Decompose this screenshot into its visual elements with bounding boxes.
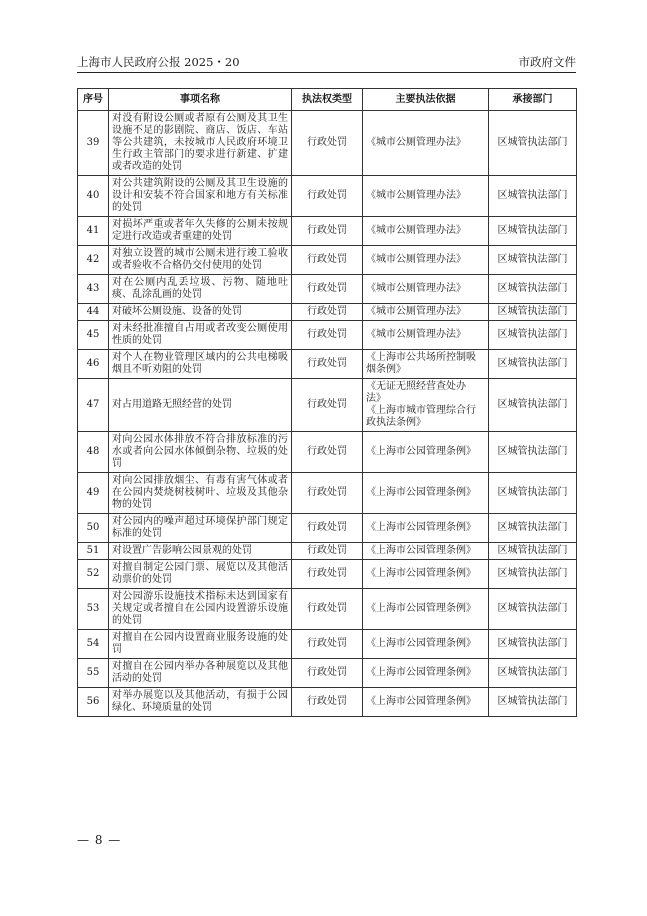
table-row xyxy=(78,111,577,176)
row-legal-basis: 《上海市公园管理条例》 xyxy=(363,560,489,589)
table-body xyxy=(78,111,577,717)
row-department: 区城管执法部门 xyxy=(489,379,577,432)
row-item-name: 对举办展览以及其他活动，有损于公园绿化、环境质量的处罚 xyxy=(109,688,292,717)
column-header-basis: 主要执法依据 xyxy=(363,89,489,111)
row-legal-basis: 《上海市公园管理条例》 xyxy=(363,589,489,630)
row-enforcement-type: 行政处罚 xyxy=(292,688,363,717)
table-row xyxy=(78,630,577,659)
row-department: 区城管执法部门 xyxy=(489,514,577,543)
row-legal-basis: 《城市公厕管理办法》 xyxy=(363,246,489,275)
row-department: 区城管执法部门 xyxy=(489,304,577,321)
row-legal-basis: 《城市公厕管理办法》 xyxy=(363,304,489,321)
row-enforcement-type: 行政处罚 xyxy=(292,432,363,473)
row-department: 区城管执法部门 xyxy=(489,630,577,659)
table-row xyxy=(78,688,577,717)
row-item-name: 对破坏公厕设施、设备的处罚 xyxy=(109,304,292,321)
row-legal-basis: 《上海市公共场所控制吸烟条例》 xyxy=(363,350,489,379)
row-number: 43 xyxy=(78,275,109,304)
row-item-name: 对独立设置的城市公厕未进行竣工验收或者验收不合格仍交付使用的处罚 xyxy=(109,246,292,275)
row-department: 区城管执法部门 xyxy=(489,432,577,473)
table-row xyxy=(78,304,577,321)
row-enforcement-type: 行政处罚 xyxy=(292,543,363,560)
row-number: 47 xyxy=(78,379,109,432)
row-item-name: 对公共建筑附设的公厕及其卫生设施的设计和安装不符合国家和地方有关标准的处罚 xyxy=(109,176,292,217)
row-legal-basis: 《上海市公园管理条例》 xyxy=(363,514,489,543)
row-number: 45 xyxy=(78,321,109,350)
row-department: 区城管执法部门 xyxy=(489,473,577,514)
row-enforcement-type: 行政处罚 xyxy=(292,246,363,275)
table-row xyxy=(78,379,577,432)
row-number: 56 xyxy=(78,688,109,717)
row-department: 区城管执法部门 xyxy=(489,217,577,246)
row-number: 42 xyxy=(78,246,109,275)
row-department: 区城管执法部门 xyxy=(489,176,577,217)
row-number: 44 xyxy=(78,304,109,321)
table-row xyxy=(78,543,577,560)
row-number: 48 xyxy=(78,432,109,473)
row-legal-basis: 《上海市公园管理条例》 xyxy=(363,432,489,473)
row-item-name: 对公园游乐设施技术指标未达到国家有关规定或者擅自在公园内设置游乐设施的处罚 xyxy=(109,589,292,630)
row-legal-basis: 《城市公厕管理办法》 xyxy=(363,111,489,176)
row-number: 55 xyxy=(78,659,109,688)
table-row xyxy=(78,321,577,350)
row-item-name: 对设置广告影响公园景观的处罚 xyxy=(109,543,292,560)
row-enforcement-type: 行政处罚 xyxy=(292,217,363,246)
table-row xyxy=(78,350,577,379)
row-enforcement-type: 行政处罚 xyxy=(292,275,363,304)
row-legal-basis: 《上海市公园管理条例》 xyxy=(363,630,489,659)
section-title: 市政府文件 xyxy=(518,55,576,69)
table-row xyxy=(78,432,577,473)
gazette-title: 上海市人民政府公报 2025・20 xyxy=(77,55,240,69)
table-row xyxy=(78,473,577,514)
row-enforcement-type: 行政处罚 xyxy=(292,350,363,379)
page-header xyxy=(77,52,576,73)
row-department: 区城管执法部门 xyxy=(489,659,577,688)
table-row xyxy=(78,514,577,543)
row-number: 41 xyxy=(78,217,109,246)
row-legal-basis: 《上海市公园管理条例》 xyxy=(363,688,489,717)
row-number: 50 xyxy=(78,514,109,543)
row-legal-basis: 《无证无照经营查处办法》 《上海市城市管理综合行政执法条例》 xyxy=(363,379,489,432)
column-header-type: 执法权类型 xyxy=(292,89,363,111)
row-department: 区城管执法部门 xyxy=(489,321,577,350)
row-item-name: 对占用道路无照经营的处罚 xyxy=(109,379,292,432)
table-row xyxy=(78,589,577,630)
row-department: 区城管执法部门 xyxy=(489,589,577,630)
row-legal-basis: 《上海市公园管理条例》 xyxy=(363,473,489,514)
row-department: 区城管执法部门 xyxy=(489,543,577,560)
row-department: 区城管执法部门 xyxy=(489,246,577,275)
column-header-number: 序号 xyxy=(78,89,109,111)
row-item-name: 对擅自在公园内举办各种展览以及其他活动的处罚 xyxy=(109,659,292,688)
table-row xyxy=(78,217,577,246)
column-header-dept: 承接部门 xyxy=(489,89,577,111)
row-legal-basis: 《上海市公园管理条例》 xyxy=(363,659,489,688)
table-row xyxy=(78,659,577,688)
row-enforcement-type: 行政处罚 xyxy=(292,560,363,589)
row-department: 区城管执法部门 xyxy=(489,560,577,589)
enforcement-table xyxy=(77,88,577,717)
table-row xyxy=(78,275,577,304)
row-enforcement-type: 行政处罚 xyxy=(292,630,363,659)
row-legal-basis: 《城市公厕管理办法》 xyxy=(363,217,489,246)
table-header-row xyxy=(78,89,577,111)
row-item-name: 对向公园水体排放不符合排放标准的污水或者向公园水体倾倒杂物、垃圾的处罚 xyxy=(109,432,292,473)
row-number: 40 xyxy=(78,176,109,217)
row-enforcement-type: 行政处罚 xyxy=(292,304,363,321)
row-enforcement-type: 行政处罚 xyxy=(292,514,363,543)
row-item-name: 对没有附设公厕或者原有公厕及其卫生设施不足的影剧院、商店、饭店、车站等公共建筑，未按城市人民政府环境卫生行政主管部门的要求进行新建、扩建或者改造的处罚 xyxy=(109,111,292,176)
row-number: 46 xyxy=(78,350,109,379)
row-legal-basis: 《城市公厕管理办法》 xyxy=(363,321,489,350)
row-department: 区城管执法部门 xyxy=(489,688,577,717)
table-row xyxy=(78,176,577,217)
row-number: 54 xyxy=(78,630,109,659)
page-number: — 8 — xyxy=(77,833,122,847)
row-number: 49 xyxy=(78,473,109,514)
row-item-name: 对向公园排放烟尘、有毒有害气体或者在公园内焚烧树枝树叶、垃圾及其他杂物的处罚 xyxy=(109,473,292,514)
row-item-name: 对公园内的噪声超过环境保护部门规定标准的处罚 xyxy=(109,514,292,543)
row-enforcement-type: 行政处罚 xyxy=(292,111,363,176)
row-item-name: 对擅自在公园内设置商业服务设施的处罚 xyxy=(109,630,292,659)
row-item-name: 对个人在物业管理区域内的公共电梯吸烟且不听劝阻的处罚 xyxy=(109,350,292,379)
row-enforcement-type: 行政处罚 xyxy=(292,379,363,432)
column-header-item: 事项名称 xyxy=(109,89,292,111)
row-item-name: 对擅自制定公园门票、展览以及其他活动票价的处罚 xyxy=(109,560,292,589)
row-enforcement-type: 行政处罚 xyxy=(292,473,363,514)
row-number: 39 xyxy=(78,111,109,176)
table-row xyxy=(78,246,577,275)
row-department: 区城管执法部门 xyxy=(489,275,577,304)
row-legal-basis: 《城市公厕管理办法》 xyxy=(363,275,489,304)
row-item-name: 对未经批准擅自占用或者改变公厕使用性质的处罚 xyxy=(109,321,292,350)
row-number: 53 xyxy=(78,589,109,630)
row-number: 51 xyxy=(78,543,109,560)
row-number: 52 xyxy=(78,560,109,589)
row-enforcement-type: 行政处罚 xyxy=(292,589,363,630)
row-item-name: 对损坏严重或者年久失修的公厕未按规定进行改造或者重建的处罚 xyxy=(109,217,292,246)
row-enforcement-type: 行政处罚 xyxy=(292,176,363,217)
row-department: 区城管执法部门 xyxy=(489,111,577,176)
row-legal-basis: 《城市公厕管理办法》 xyxy=(363,176,489,217)
row-item-name: 对在公厕内乱丢垃圾、污物、随地吐痰、乱涂乱画的处罚 xyxy=(109,275,292,304)
row-enforcement-type: 行政处罚 xyxy=(292,321,363,350)
table-row xyxy=(78,560,577,589)
row-enforcement-type: 行政处罚 xyxy=(292,659,363,688)
row-legal-basis: 《上海市公园管理条例》 xyxy=(363,543,489,560)
row-department: 区城管执法部门 xyxy=(489,350,577,379)
